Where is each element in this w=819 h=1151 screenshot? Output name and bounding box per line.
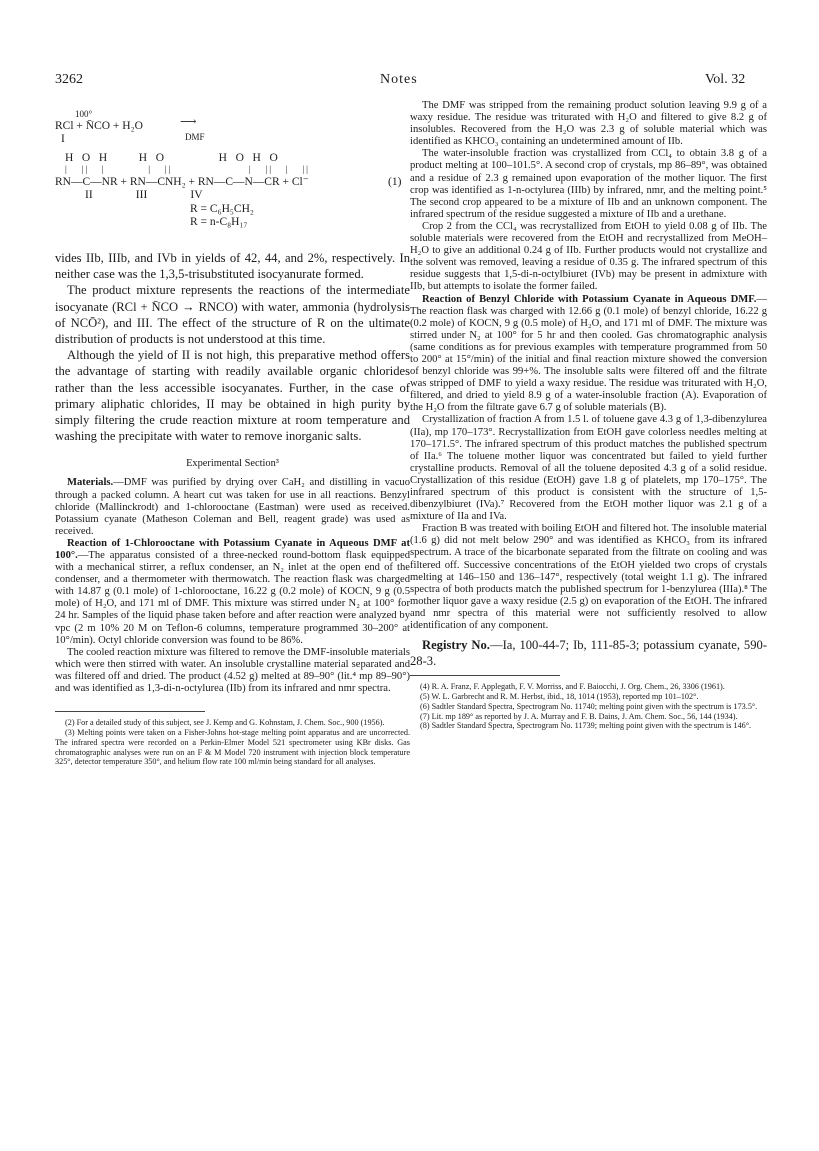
equation-number: (1) (388, 176, 402, 188)
right-column (410, 100, 767, 731)
substituent-a: R = C₆H₅CH₂ (190, 203, 254, 215)
substituent-b: R = n-C₈H₁₇ (190, 216, 248, 228)
paragraph: The water-insoluble fraction was crystallized from CCl₄ to obtain 3.8 g of a product melting at 100–101.5°. A second crop of crystals, mp 86–89°, was obtained and a residue of 2.3 g remained upon evaporation of the mother liquor. The first crop was identified as 1-n-octylurea (IIIb) by infrared, nmr, and the melting point.⁵ The second crop appeared to be a mixture of IIb and an unknown component. The infrared spectrum of the residue suggested a mixture of IIb and a urethane. (410, 148, 767, 220)
run-in-heading: Reaction of 1-Chlorooctane with Potassium Cyanate in Aqueous DMF at 100°. (55, 537, 410, 561)
paragraph (55, 538, 410, 647)
equation-products: RN—C—NR + RN—CNH₂ + RN—C—N—CR + Cl⁻ (55, 176, 309, 188)
equation-atoms-top: H O H H O H O H O (65, 152, 278, 164)
registry-numbers (410, 638, 767, 669)
paragraph (410, 294, 767, 415)
volume-label: Vol. 32 (705, 72, 746, 87)
paragraph: The cooled reaction mixture was filtered to remove the DMF-insoluble materials which were then stirred with water. An insoluble crystalline material separated and was filtered off and dried. The product (4.52 g) melted at 89–90° (lit.⁴ mp 89–90°) and was identified as 1,3-di-n-octylurea (IIb) from its infrared and nmr spectra. (55, 646, 410, 695)
paragraph: Fraction B was treated with boiling EtOH and filtered hot. The insoluble material (1.6 g) did not melt below 290° and was identified as KHCO₃ from its infrared spectrum. A trace of the bicarbonate separated from the filtrate on cooling and was filtered off. Successive concentrations of the EtOH yielded two crops of crystals melting at 146–150 and 136–147°, respectively (total weight 1.1 g). The infrared spectra of both products match the published spectrum for 1-benzylurea (IIIa).⁸ The mother liquor gave a waxy residue (2.5 g) on evaporation of the EtOH. The infrared and nmr spectra of this material were not sufficiently resolved to allow identification of any component. (410, 523, 767, 632)
arrow-condition-temp: 100° (75, 109, 93, 119)
running-head: Notes (380, 72, 418, 87)
section-heading: Experimental Section³ (186, 458, 279, 470)
compound-label-I: I (61, 133, 65, 145)
reaction-equation (55, 100, 410, 250)
run-in-heading: Materials. (67, 477, 114, 489)
paragraph-text: —DMF was purified by drying over CaH₂ and distilling in vacuo through a packed column. A heart cut was taken for use in all reactions. Benzyl chloride (Mallinckrodt) and 1-chlorooctane (Eastman) were used as received. Potassium cyanate (Matheson Coleman and Bell, reagent grade) was used as received. (55, 477, 410, 537)
run-in-heading: Reaction of Benzyl Chloride with Potassium Cyanate in Aqueous DMF. (422, 293, 757, 305)
paragraph: Crystallization of fraction A from 1.5 l. of toluene gave 4.3 g of 1,3-dibenzylurea (IIa), mp 170–173°. Recrystallization from EtOH gave colorless needles melting at 170–171.5°. The infrared spectrum of this product matches the published spectrum of IIa.⁶ The toluene mother liquor was concentrated but failed to yield further crystalline products. Removal of all the toluene deposited 4.3 g of a solid residue. Crystallization of this residue (EtOH) gave 1.8 g of platelets, mp 170–175°. The infrared spectrum of this product is consistent with the structure of 1,5-dibenzylbiuret (IVa).⁷ Recovered from the EtOH mother liquor was 2.1 g of a mixture of IIa and IVa. (410, 414, 767, 523)
paragraph (55, 477, 410, 537)
footnote: (8) Sadtler Standard Spectra, Spectrogram No. 11739; melting point given with the spectrum is 146°. (420, 721, 752, 731)
paragraph-text: —Ia, 100-44-7; Ib, 111-85-3; potassium cyanate, 590-28-3. (410, 638, 768, 668)
compound-labels: II III IV (85, 189, 203, 201)
page-number: 3262 (55, 72, 83, 87)
paragraph: The product mixture represents the reactions of the intermediate isocyanate (RCl + N̄CO → RNCO) with water, ammonia (hydrolysis of NCŌ²), and III. The effect of the structure of R on the ultimate distribution of products is not understood at this time. (55, 283, 410, 347)
reaction-arrow: ⟶ (180, 116, 197, 128)
footnote: (2) For a detailed study of this subject, see J. Kemp and G. Kohnstam, J. Chem. Soc., 900 (1956). (65, 718, 385, 728)
arrow-condition-solvent: DMF (185, 132, 205, 142)
equation-reactants: RCl + N̄CO + H₂O (55, 120, 143, 132)
footnote: (5) W. L. Garbrecht and R. M. Herbst, ibid., 18, 1014 (1953), reported mp 101–102°. (420, 691, 699, 701)
paragraph-text: —The reaction flask was charged with 12.66 g (0.1 mole) of benzyl chloride, 16.22 g (0.2 mole) of KOCN, 9 g (0.5 mole) of H₂O, and 171 ml of DMF. The mixture was stirred under N₂ at 100° for 5 hr and then cooled. Gas chromatographic analysis (same conditions as for previous examples with temperature programmed from 50 to 200° at 15°/min) of the initial and final reaction mixture showed the conversion of benzyl chloride was 99+%. The insoluble salts were filtered off and the filtrate was stripped of DMF to yield a waxy residue. The residue was triturated with H₂O, filtered, and dried to yield 8.9 g of a water-insoluble fraction (A). Evaporation of the H₂O from the filtrate gave 6.7 g of soluble materials (B). (410, 293, 767, 414)
footnote: (3) Melting points were taken on a Fisher-Johns hot-stage melting point apparatus and are uncorrected. The infrared spectra were recorded on a Perkin-Elmer Model 521 spectrometer using KBr disks. Gas chromatographic analyses were run on an F & M Model 720 instrument with injection block temperature 325°, detector temperature 350°, and helium flow rate 100 ml/min being standard for all analyses. (55, 727, 410, 767)
footnote: (4) R. A. Franz, F. Applegath, F. V. Morriss, and F. Baiocchi, J. Org. Chem., 26, 3306 (1961). (420, 682, 725, 692)
paragraph: Crop 2 from the CCl₄ was recrystallized from EtOH to yield 0.08 g of IIb. The soluble materials were recovered from the EtOH and recrystallized from MeOH–H₂O to give an additional 0.24 g of IIb. Further products would not crystallize and the solvent was removed, leaving a residue of 0.35 g. The infrared spectrum of this residue suggests that 1,5-di-n-octylbiuret (IVb) may be present in admixture with IIb, but attempts to isolate the former failed. (410, 220, 767, 293)
paragraph: vides IIb, IIIb, and IVb in yields of 42, 44, and 2%, respectively. In neither case was the 1,3,5-trisubstituted isocyanurate formed. (55, 251, 410, 282)
paragraph: The DMF was stripped from the remaining product solution leaving 9.9 g of a waxy residue. The residue was triturated with H₂O and filtered to give 8.2 g of insolubles. Recovered from the H₂O was 2.3 g of soluble material which was identified as KHCO₃ containing an undetermined amount of IIb. (410, 100, 767, 148)
paragraph: Although the yield of II is not high, this preparative method offers the advantage of starting with readily available organic chlorides rather than the less accessible isocyanates. Further, in the case of primary aliphatic chlorides, II may be obtained in high purity by simply filtering the crude reaction mixture at room temperature and washing the precipitate with water to remove inorganic salts. (55, 348, 410, 444)
left-column (55, 100, 410, 767)
footnote: (7) Lit. mp 189° as reported by J. A. Murray and F. B. Dains, J. Am. Chem. Soc., 56, 144 (1934). (420, 711, 738, 721)
run-in-heading: Registry No. (422, 638, 490, 653)
equation-bonds: | || | | || | || | || (65, 164, 310, 174)
paragraph-text: —The apparatus consisted of a three-necked round-bottom flask equipped with a mechanical stirrer, a reflux condenser, an N₂ inlet at the open end of the condenser, and a thermometer with thermowatch. The reaction flask was charged with 14.87 g (0.1 mole) of 1-chlorooctane, 16.22 g (0.2 mole) of KOCN, 9 g (0.5 mole) of H₂O, and 171 ml of DMF. This mixture was stirred under N₂ at 100° for 24 hr. Samples of the liquid phase taken before and after reaction were analyzed by vpc (2 m 10% 20 M on Teflon-6 columns, temperature programmed 30–200° at 10°/min). Octyl chloride conversion was found to be 86%. (55, 550, 410, 646)
footnote: (6) Sadtler Standard Spectra, Spectrogram No. 11740; melting point given with the spectrum is 173.5°. (420, 701, 758, 711)
footnote-rule (55, 711, 205, 712)
footnote-rule (410, 675, 560, 676)
